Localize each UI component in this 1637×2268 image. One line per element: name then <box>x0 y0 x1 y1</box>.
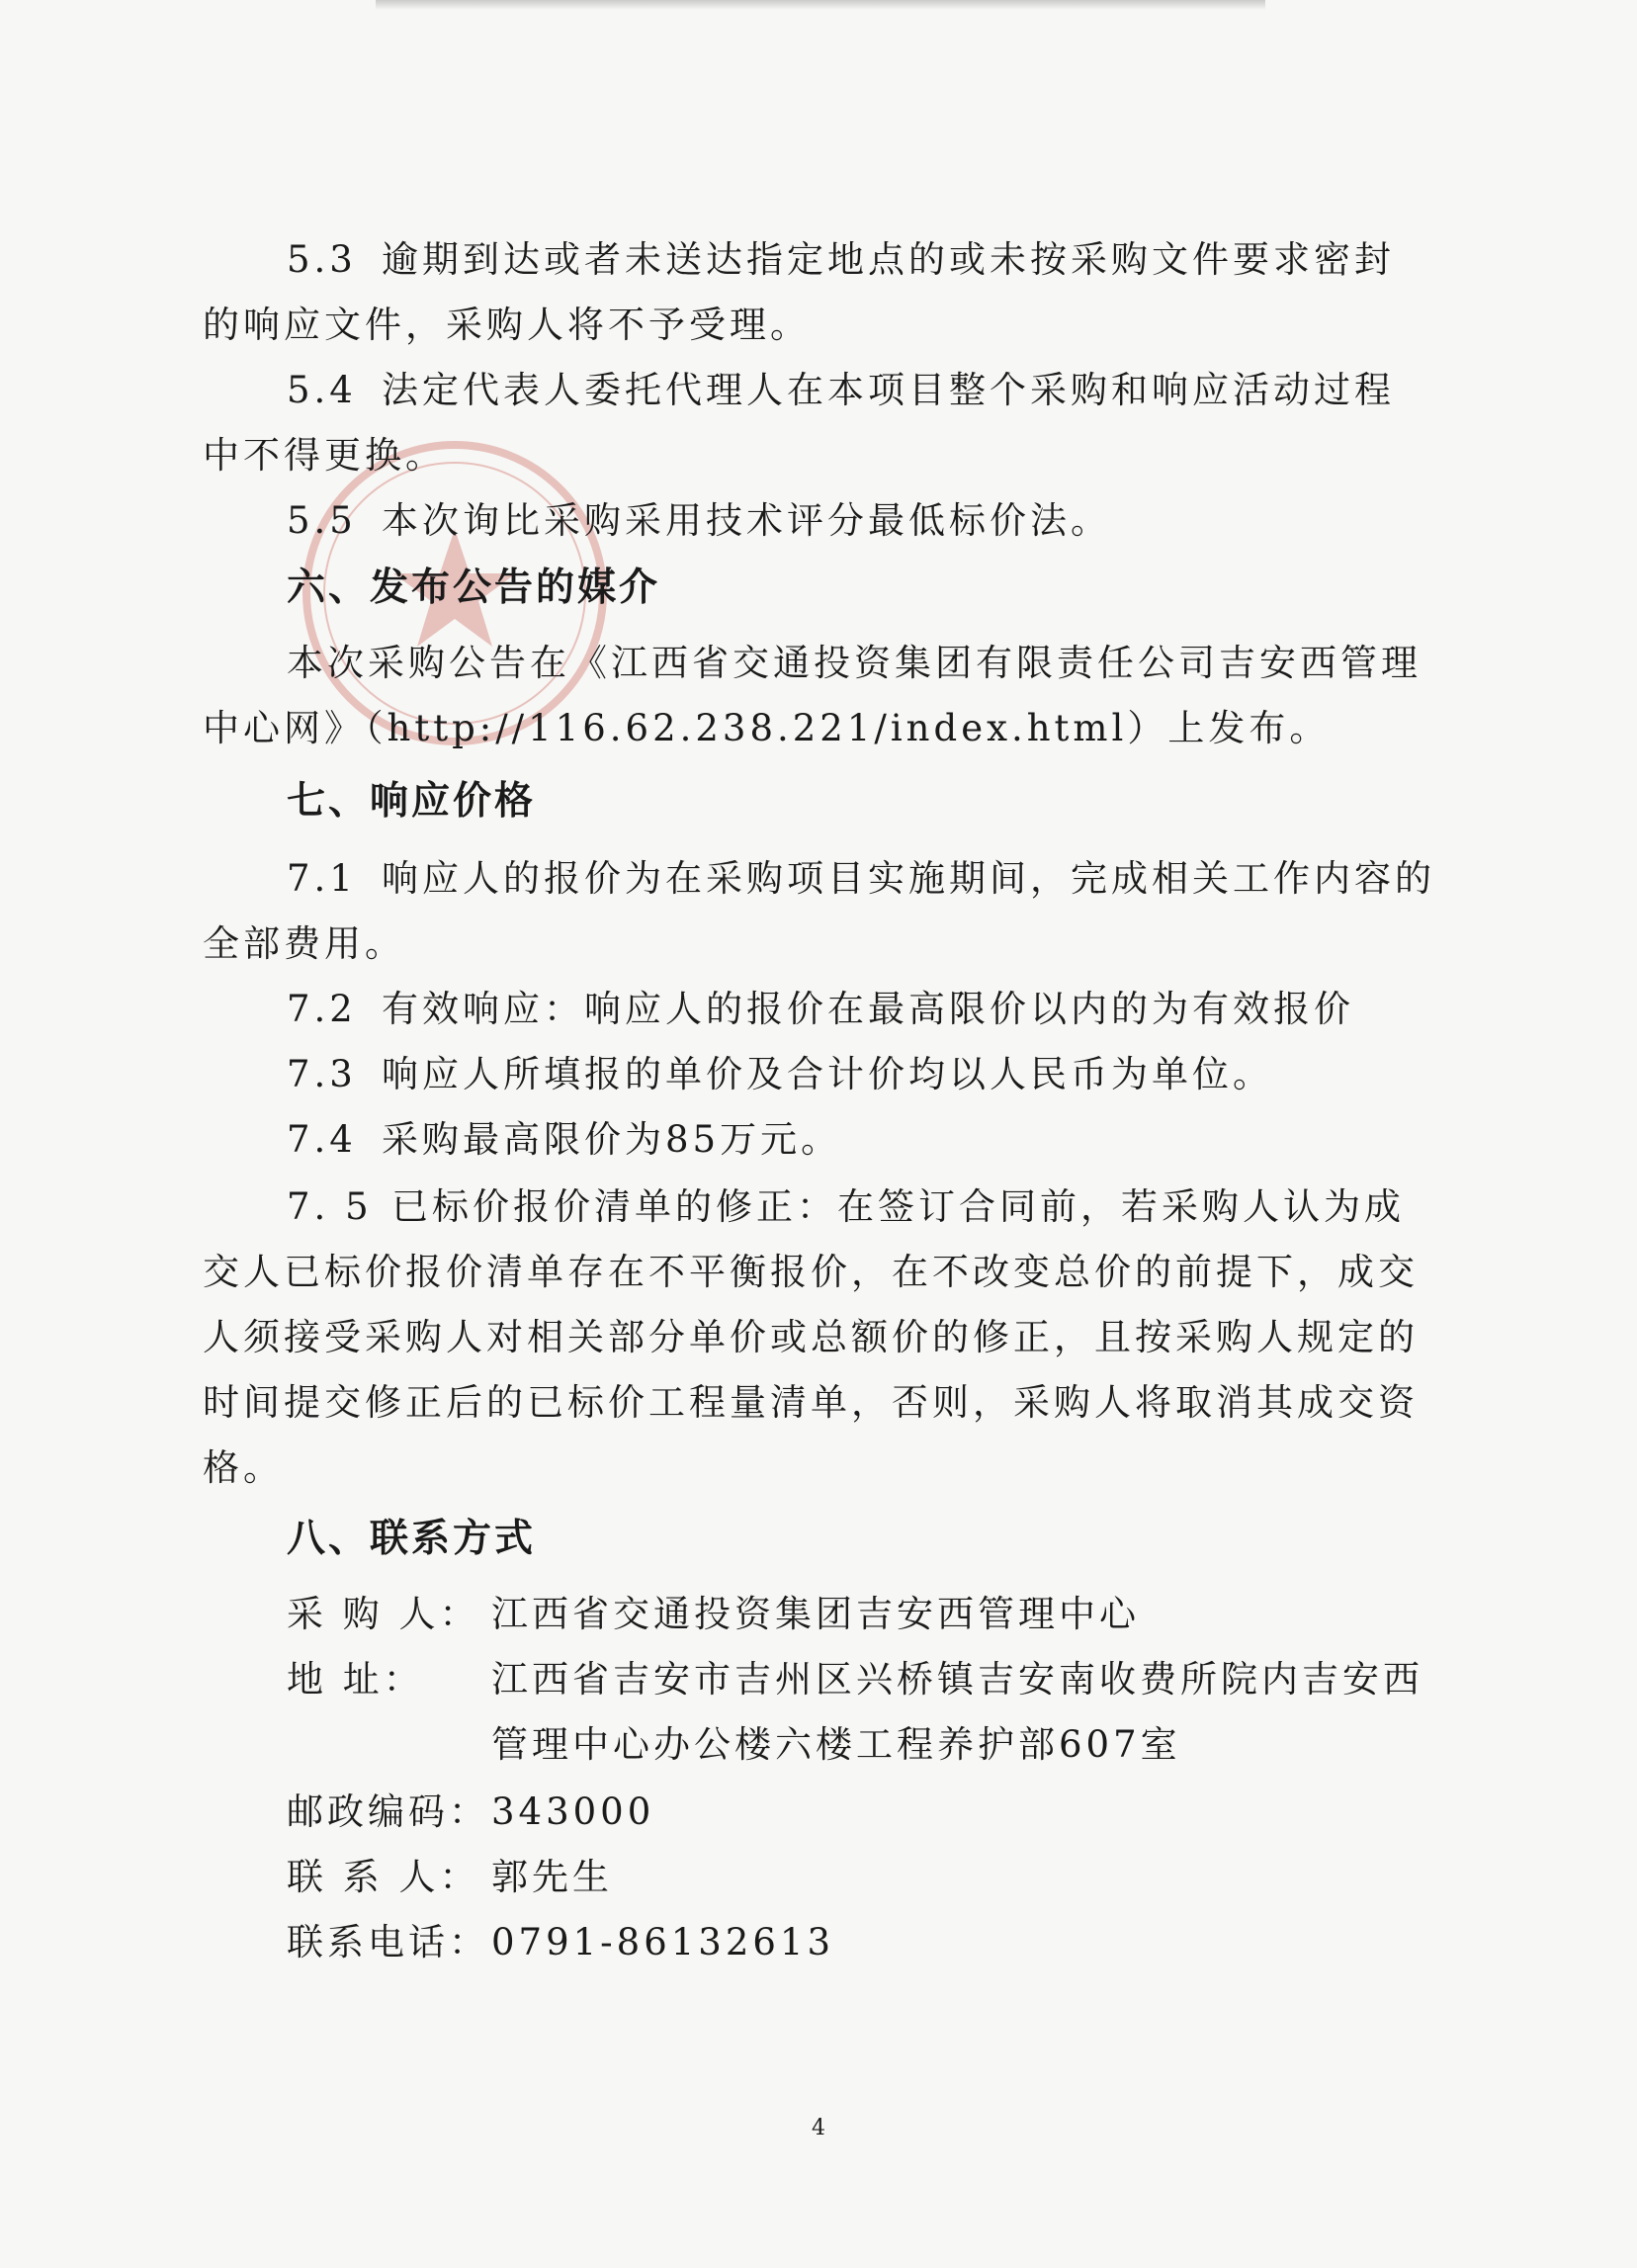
clause-7-5-line2: 交人已标价报价清单存在不平衡报价，在不改变总价的前提下，成交 <box>203 1251 1419 1293</box>
clause-number: 7.1 <box>287 857 357 900</box>
clause-7-5-line4: 时间提交修正后的已标价工程量清单，否则，采购人将取消其成交资 <box>203 1381 1419 1424</box>
clause-text: 采购最高限价为85万元。 <box>382 1118 842 1161</box>
clause-7-4-line1 <box>287 1107 1517 1173</box>
section-7-heading: 七、响应价格 <box>287 779 537 824</box>
clause-number: 7.2 <box>287 988 357 1030</box>
clause-number: 5.4 <box>287 369 357 411</box>
clause-number: 7.4 <box>287 1118 357 1161</box>
clause-number: 5.3 <box>287 238 357 281</box>
purchaser-value: 江西省交通投资集团吉安西管理中心 <box>491 1593 1140 1635</box>
section-6-line1: 本次采购公告在《江西省交通投资集团有限责任公司吉安西管理 <box>287 642 1422 684</box>
clause-number: 7. 5 <box>287 1185 373 1228</box>
clause-5-5-line1 <box>287 488 1517 554</box>
clause-7-5-line1 <box>287 1175 1517 1240</box>
address-label: 地 址： <box>287 1658 424 1701</box>
clause-number: 5.5 <box>287 499 357 542</box>
clause-text: 逾期到达或者未送达指定地点的或未按采购文件要求密封 <box>382 238 1395 281</box>
clause-text: 响应人的报价为在采购项目实施期间，完成相关工作内容的 <box>382 857 1435 900</box>
address-value-line1: 江西省吉安市吉州区兴桥镇吉安南收费所院内吉安西 <box>491 1658 1423 1701</box>
contact-person-label: 联 系 人： <box>287 1856 480 1898</box>
phone-value: 0791-86132613 <box>491 1921 834 1963</box>
address-value-line2: 管理中心办公楼六楼工程养护部607室 <box>491 1723 1181 1766</box>
clause-7-5-line3: 人须接受采购人对相关部分单价或总额价的修正，且按采购人规定的 <box>203 1316 1419 1358</box>
clause-5-4-line1 <box>287 358 1517 423</box>
section-6-heading: 六、发布公告的媒介 <box>287 566 661 610</box>
clause-5-3-line1 <box>287 227 1517 293</box>
page-number: 4 <box>812 2116 825 2140</box>
contact-person-value: 郭先生 <box>491 1856 613 1898</box>
clause-7-2-line1 <box>287 977 1517 1042</box>
phone-label: 联系电话： <box>287 1921 489 1963</box>
clause-text: 已标价报价清单的修正：在签订合同前，若采购人认为成 <box>391 1185 1405 1228</box>
clause-text: 有效响应：响应人的报价在最高限价以内的为有效报价 <box>382 988 1354 1030</box>
clause-7-5-line5: 格。 <box>203 1446 284 1489</box>
section-8-heading: 八、联系方式 <box>287 1517 537 1561</box>
scan-edge-artifact <box>376 0 1265 10</box>
clause-number: 7.3 <box>287 1053 357 1095</box>
clause-5-4-line2: 中不得更换。 <box>203 434 446 477</box>
clause-5-3-line2: 的响应文件，采购人将不予受理。 <box>203 304 811 346</box>
clause-text: 本次询比采购采用技术评分最低标价法。 <box>382 499 1111 542</box>
clause-7-1-line2: 全部费用。 <box>203 922 405 965</box>
clause-text: 法定代表人委托代理人在本项目整个采购和响应活动过程 <box>382 369 1395 411</box>
postcode-value: 343000 <box>491 1790 655 1833</box>
postcode-label: 邮政编码： <box>287 1790 489 1833</box>
clause-7-1-line1 <box>287 846 1517 912</box>
section-6-line2: 中心网》（http://116.62.238.221/index.html）上发布。 <box>203 707 1331 749</box>
clause-7-3-line1 <box>287 1042 1517 1107</box>
clause-text: 响应人所填报的单价及合计价均以人民币为单位。 <box>382 1053 1273 1095</box>
purchaser-label: 采 购 人： <box>287 1593 480 1635</box>
